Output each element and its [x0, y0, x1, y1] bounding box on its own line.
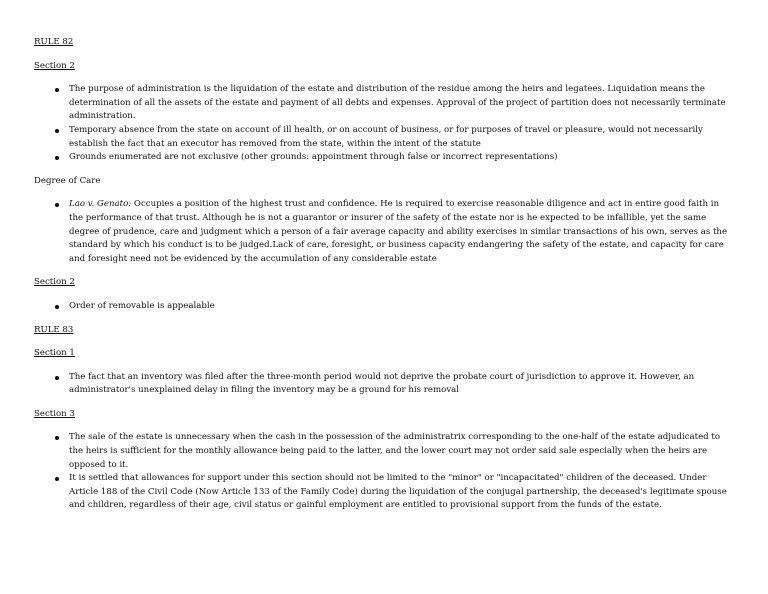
degree-of-care-list: [34, 198, 734, 266]
rule-82-section-2-heading: Section 2: [34, 60, 75, 71]
list-item: Order of removable is appealable: [69, 300, 734, 314]
rule-83-title: RULE 83: [34, 324, 74, 335]
list-item: The sale of the estate is unnecessary when the cash in the possession of the administratrix corresponding to the one-half of the estate adjudicated to the heirs is sufficient for the monthly allowance being paid to the latter, and the lower court may not order said sale especially when the heirs are opposed to it.: [69, 431, 734, 472]
rule-82-section-2-list: [34, 83, 734, 165]
list-item: It is settled that allowances for support under this section should not be limited to the "minor" or "incapacitated" children of the deceased. Under Article 188 of the Civil Code (Now Article 133 of the Family Code) during the liquidation of the conjugal partnership, the deceased's legitimate spouse and children, regardless of their age, civil status or gainful employment are entitled to provisional support from the funds of the estate.: [69, 472, 734, 513]
degree-of-care-heading: Degree of Care: [34, 175, 101, 186]
rule-83-section-3-heading: Section 3: [34, 408, 75, 419]
case-name: Lao v. Genato:: [69, 199, 132, 210]
list-item: [69, 198, 734, 266]
list-item: The fact that an inventory was filed after the three-month period would not deprive the probate court of jurisdiction to approve it. However, an administrator's unexplained delay in filing the inventory may be a ground for his removal: [69, 371, 734, 398]
case-text: Occupies a position of the highest trust and confidence. He is required to exercise reasonable diligence and act in entire good faith in the performance of that trust. Although he is not a guarantor or insurer of the safety of the estate nor is he expected to be infallible, yet the same degree of prudence, care and judgment which a person of a fair average capacity and ability exercises in similar transactions of his own, serves as the standard by which his conduct is to be judged.Lack of care, foresight, or business capacity endangering the safety of the estate, and capacity for care and foresight need not be evidenced by the accumulation of any considerable estate: [69, 199, 728, 264]
list-item: The purpose of administration is the liquidation of the estate and distribution of the residue among the heirs and legatees. Liquidation means the determination of all the assets of the estate and payment of all debts and expenses. Approval of the project of partition does not necessarily terminate administration.: [69, 83, 734, 124]
rule-82-title: RULE 82: [34, 37, 74, 47]
rule-83-section-3-list: [34, 431, 734, 513]
list-item: Temporary absence from the state on account of ill health, or on account of business, or for purposes of travel or pleasure, would not necessarily establish the fact that an executor has removed from the state, within the intent of the statute: [69, 124, 734, 151]
document-body: [34, 36, 734, 523]
rule-83-section-1-heading: Section 1: [34, 348, 75, 359]
list-item: Grounds enumerated are not exclusive (other grounds: appointment through false or incorrect representations): [69, 151, 734, 165]
rule-82-section-2b-list: [34, 300, 734, 314]
rule-83-section-1-list: [34, 371, 734, 398]
rule-82-section-2b-heading: Section 2: [34, 277, 75, 288]
